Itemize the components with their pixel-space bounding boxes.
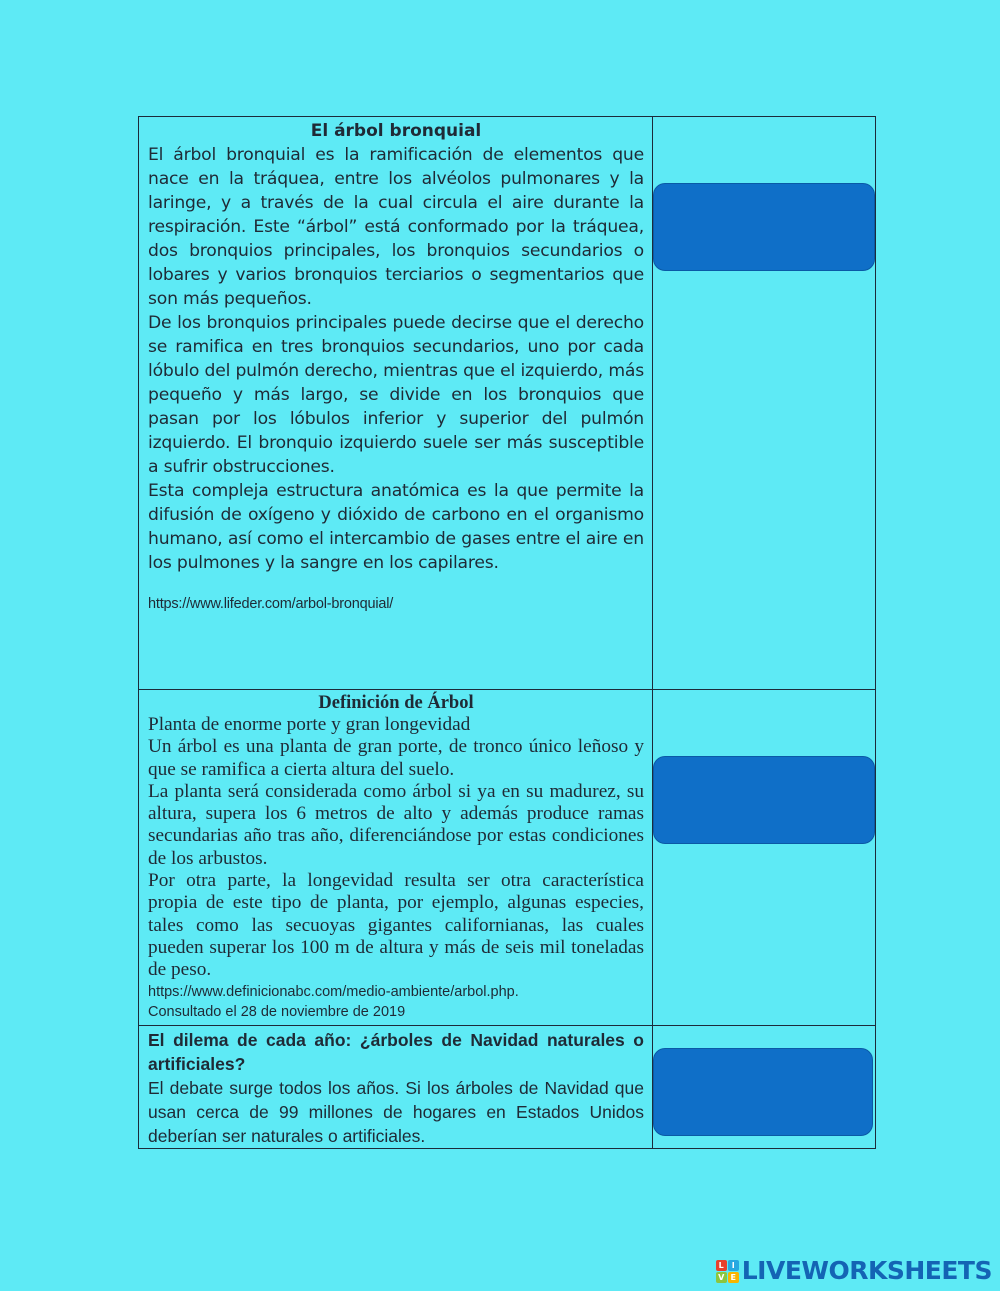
answer-drop-zone-2[interactable] [653, 756, 875, 844]
paragraph: Planta de enorme porte y gran longevidad [148, 714, 471, 735]
text-cell-tree-definition [139, 690, 653, 1026]
logo-letter-l: L [716, 1260, 727, 1271]
source-url: https://www.definicionabc.com/medio-ambiente/arbol.php. [148, 983, 519, 1000]
section-title: El árbol bronquial [310, 121, 482, 141]
paragraph: La planta será considerada como árbol si ya en su madurez, su altura, supera los 6 metros de alto y además produce ramas secundarias año tras año, diferenciándose por estas condiciones de los arbustos. [148, 780, 644, 869]
brand-name: LIVEWORKSHEETS [741, 1256, 992, 1285]
section-title: El dilema de cada año: ¿árboles de Navidad naturales o artificiales? [148, 1030, 644, 1074]
section-row-tree-definition [139, 690, 876, 1026]
logo-letter-v: V [716, 1272, 727, 1283]
section-row-christmas-trees [139, 1026, 876, 1149]
answer-cell-2 [653, 690, 876, 1026]
section-row-bronchial-tree [139, 117, 876, 690]
text-cell-bronchial-tree [139, 117, 653, 690]
paragraph: Esta compleja estructura anatómica es la que permite la difusión de oxígeno y dióxido de carbono en el organismo humano, así como el intercambio de gases entre el aire en los pulmones y la sangre en los capilares. [148, 481, 644, 573]
text-cell-christmas-trees [139, 1026, 653, 1149]
spacer [148, 575, 644, 595]
logo-letter-i: I [728, 1260, 739, 1271]
paragraph: De los bronquios principales puede decirse que el derecho se ramifica en tres bronquios secundarios, uno por cada lóbulo del pulmón derecho, mientras que el izquierdo, más pequeño y más largo, se divide en los bronquios que pasan por los lóbulos inferior y superior del pulmón izquierdo. El bronquio izquierdo suele ser más susceptible a sufrir obstrucciones. [148, 313, 644, 477]
worksheet-table [138, 116, 876, 1149]
paragraph: El árbol bronquial es la ramificación de elementos que nace en la tráquea, entre los alvéolos pulmonares y la laringe, y a través de la cual circula el aire durante la respiración. Este “árbol” está conformado por la tráquea, dos bronquios principales, los bronquios secundarios o lobares y varios bronquios terciarios o segmentarios que son más pequeños. [148, 145, 644, 309]
paragraph: Por otra parte, la longevidad resulta ser otra característica propia de este tipo de planta, por ejemplo, algunas especies, tales como las secuoyas gigantes californianas, las cuales pueden superar los 100 m de altura y más de seis mil toneladas de peso. [148, 870, 644, 981]
paragraph: El debate surge todos los años. Si los árboles de Navidad que usan cerca de 99 millones de hogares en Estados Unidos deberían ser naturales o artificiales. [148, 1078, 644, 1146]
answer-cell-3 [653, 1026, 876, 1149]
liveworksheets-brand [716, 1256, 992, 1286]
liveworksheets-logo-icon [716, 1260, 739, 1283]
source-url: https://www.lifeder.com/arbol-bronquial/ [148, 596, 394, 612]
answer-cell-1 [653, 117, 876, 690]
source-date: Consultado el 28 de noviembre de 2019 [148, 1003, 406, 1020]
answer-drop-zone-1[interactable] [653, 183, 875, 271]
paragraph: Un árbol es una planta de gran porte, de tronco único leñoso y que se ramifica a cierta altura del suelo. [148, 736, 644, 780]
answer-drop-zone-3[interactable] [653, 1048, 873, 1136]
logo-letter-e: E [728, 1272, 739, 1283]
section-title: Definición de Árbol [318, 693, 474, 713]
